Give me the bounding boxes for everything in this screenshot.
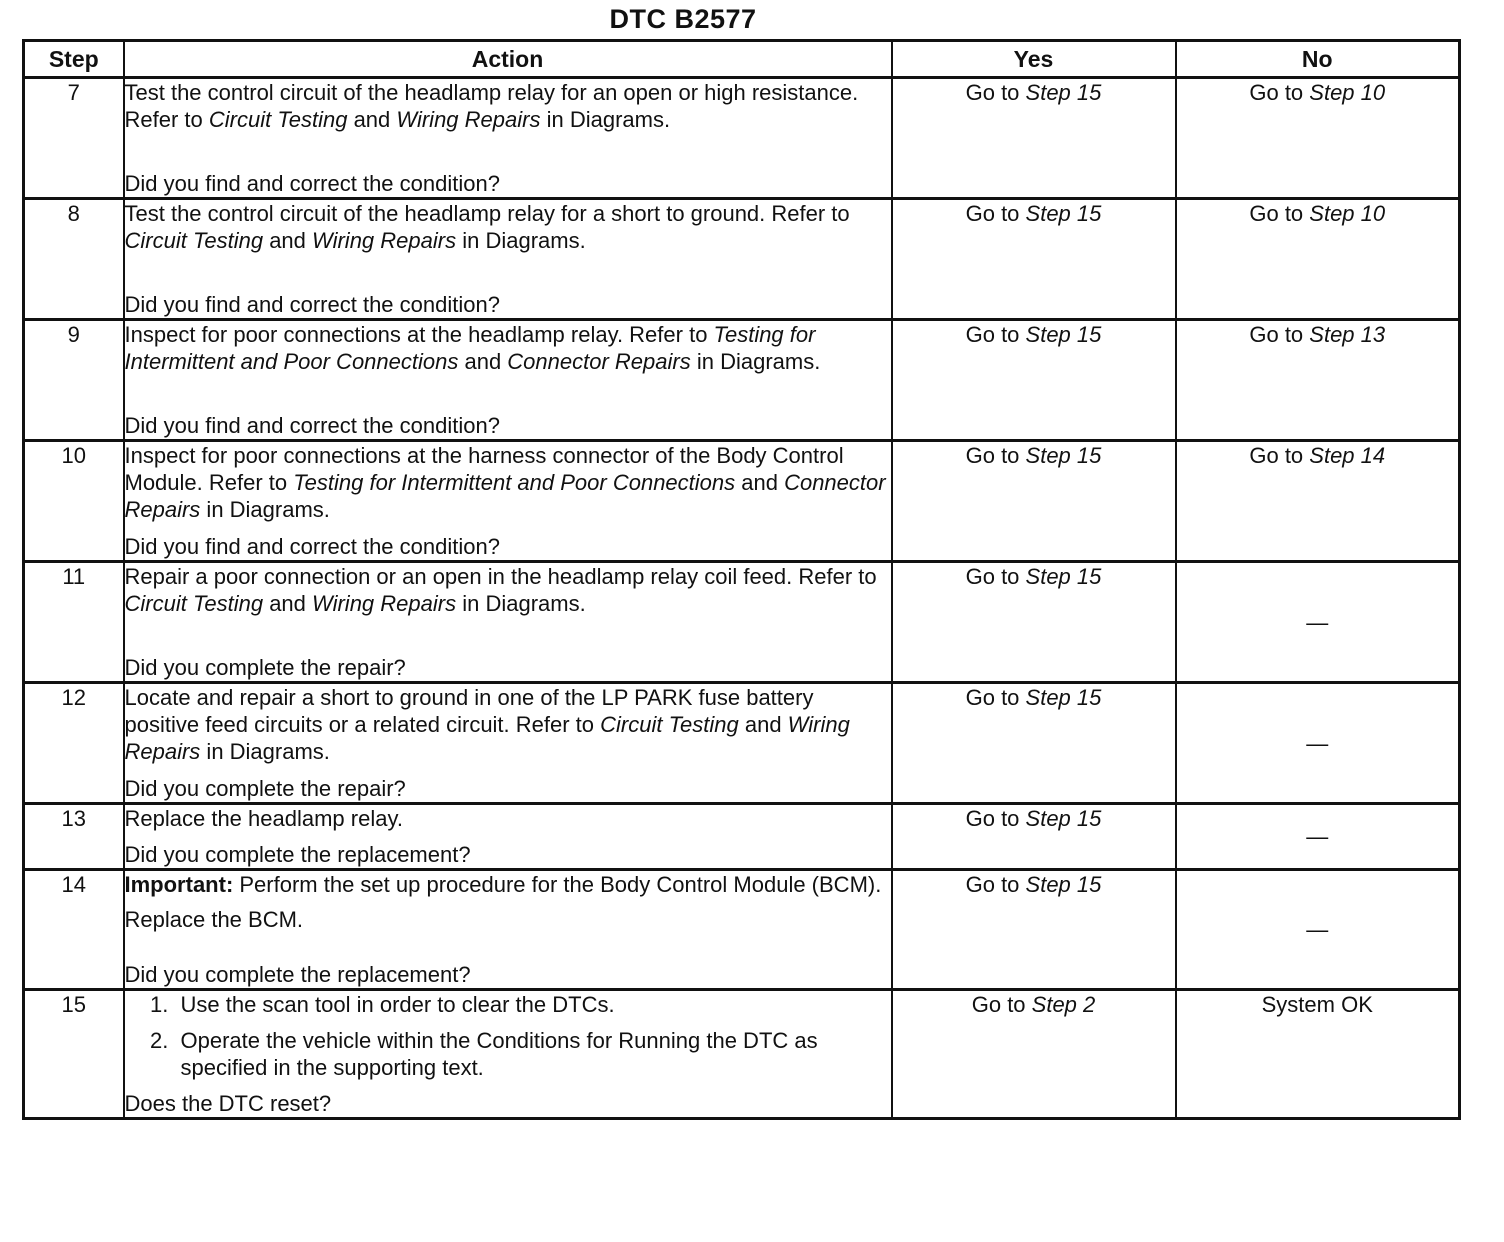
reference-link-text: Circuit Testing xyxy=(600,712,739,737)
header-no: No xyxy=(1176,41,1460,78)
table-row xyxy=(24,441,1460,562)
goto-text: Go to xyxy=(1249,443,1310,468)
instruction-text: and xyxy=(263,591,313,616)
document-title: DTC B2577 xyxy=(609,4,757,34)
instruction-text: and xyxy=(263,228,313,253)
no-result xyxy=(1176,804,1460,870)
instruction-text: in Diagrams. xyxy=(200,739,330,764)
table-row xyxy=(24,870,1460,990)
step-number: 14 xyxy=(24,870,124,990)
step-number: 9 xyxy=(24,320,124,441)
action-question: Did you find and correct the condition? xyxy=(124,171,500,196)
goto-step-link[interactable]: Step 15 xyxy=(1025,685,1102,710)
table-row xyxy=(24,199,1460,320)
goto-text: Go to xyxy=(965,806,1026,831)
instruction-text: in Diagrams. xyxy=(690,349,821,374)
action-instruction xyxy=(125,805,891,832)
reference-link-text: Testing for Intermittent and Poor Connections xyxy=(293,470,736,495)
action-cell xyxy=(124,683,892,804)
action-instruction xyxy=(125,321,891,402)
instruction-text: Test the control circuit of the headlamp relay for a short to ground. Refer to xyxy=(124,201,850,226)
table-row xyxy=(24,990,1460,1119)
header-yes: Yes xyxy=(892,41,1176,78)
action-cell xyxy=(124,870,892,990)
no-result xyxy=(1176,683,1460,804)
step-number: 11 xyxy=(24,562,124,683)
not-applicable-dash: — xyxy=(1306,917,1329,942)
table-row xyxy=(24,804,1460,870)
header-step: Step xyxy=(24,41,124,78)
action-instruction xyxy=(125,871,891,898)
action-instruction xyxy=(125,79,891,160)
procedure-list-item: 2. Operate the vehicle within the Conditions for Running the DTC as specified in the supporting text. xyxy=(175,1027,891,1081)
yes-result xyxy=(892,990,1176,1119)
action-instruction xyxy=(125,442,891,523)
action-instruction xyxy=(125,200,891,281)
reference-link-text: Circuit Testing xyxy=(124,228,264,253)
action-question: Did you find and correct the condition? xyxy=(124,413,500,438)
no-result xyxy=(1176,199,1460,320)
goto-step-link[interactable]: Step 15 xyxy=(1025,564,1102,589)
action-cell xyxy=(124,990,892,1119)
goto-step-link[interactable]: Step 14 xyxy=(1309,443,1386,468)
reference-link-text: Connector Repairs xyxy=(507,349,691,374)
goto-step-link[interactable]: Step 2 xyxy=(1031,992,1096,1017)
goto-text: Go to xyxy=(1249,201,1310,226)
goto-step-link[interactable]: Step 15 xyxy=(1025,80,1102,105)
action-question: Did you find and correct the condition? xyxy=(124,534,500,559)
reference-link-text: Wiring Repairs xyxy=(312,591,457,616)
instruction-text: Perform the set up procedure for the Body Control Module (BCM). xyxy=(233,872,882,897)
goto-text: Go to xyxy=(965,872,1026,897)
reference-link-text: Connector Repairs xyxy=(124,470,886,522)
action-question: Did you complete the replacement? xyxy=(124,842,471,867)
reference-link-text: Circuit Testing xyxy=(124,591,264,616)
goto-step-link[interactable]: Step 15 xyxy=(1025,322,1102,347)
yes-result xyxy=(892,562,1176,683)
reference-link-text: Circuit Testing xyxy=(208,107,348,132)
table-header-row xyxy=(24,41,1460,78)
important-label: Important: xyxy=(124,872,234,897)
instruction-text: Inspect for poor connections at the headlamp relay. Refer to xyxy=(124,322,714,347)
dtc-table xyxy=(22,39,1461,1120)
goto-text: Go to xyxy=(965,443,1026,468)
step-number: 13 xyxy=(24,804,124,870)
action-question: Did you complete the replacement? xyxy=(124,962,471,987)
action-cell xyxy=(124,562,892,683)
yes-result xyxy=(892,199,1176,320)
no-result xyxy=(1176,441,1460,562)
instruction-text: Replace the headlamp relay. xyxy=(124,806,403,831)
not-applicable-dash: — xyxy=(1306,824,1329,849)
action-instruction xyxy=(125,563,891,644)
action-cell xyxy=(124,78,892,199)
goto-text: Go to xyxy=(1249,80,1310,105)
instruction-text: in Diagrams. xyxy=(456,228,586,253)
instruction-text: and xyxy=(738,712,788,737)
yes-result xyxy=(892,441,1176,562)
instruction-text: and xyxy=(347,107,397,132)
no-result xyxy=(1176,990,1460,1119)
action-cell xyxy=(124,441,892,562)
goto-text: Go to xyxy=(965,685,1026,710)
action-cell xyxy=(124,199,892,320)
table-row xyxy=(24,683,1460,804)
instruction-text: Inspect for poor connections at the harness connector of the Body Control Module. Refer to xyxy=(124,443,844,495)
result-text: System OK xyxy=(1261,992,1373,1017)
goto-text: Go to xyxy=(965,80,1026,105)
goto-text: Go to xyxy=(965,201,1026,226)
step-number: 7 xyxy=(24,78,124,199)
goto-step-link[interactable]: Step 15 xyxy=(1025,806,1102,831)
yes-result xyxy=(892,78,1176,199)
yes-result xyxy=(892,804,1176,870)
instruction-text: Repair a poor connection or an open in the headlamp relay coil feed. Refer to xyxy=(124,564,877,589)
table-row xyxy=(24,320,1460,441)
action-extra: Replace the BCM. xyxy=(124,907,304,932)
goto-text: Go to xyxy=(971,992,1032,1017)
instruction-text: and xyxy=(458,349,508,374)
instruction-text: Test the control circuit of the headlamp relay for an open or high resistance. Refer to xyxy=(124,80,859,132)
goto-text: Go to xyxy=(965,564,1026,589)
yes-result xyxy=(892,683,1176,804)
procedure-list xyxy=(125,991,891,1081)
instruction-text: and xyxy=(735,470,785,495)
step-number: 10 xyxy=(24,441,124,562)
reference-link-text: Wiring Repairs xyxy=(396,107,541,132)
action-question: Did you complete the repair? xyxy=(124,776,406,801)
no-result xyxy=(1176,870,1460,990)
goto-step-link[interactable]: Step 15 xyxy=(1025,443,1102,468)
goto-text: Go to xyxy=(1249,322,1310,347)
instruction-text: in Diagrams. xyxy=(540,107,671,132)
action-question: Does the DTC reset? xyxy=(124,1091,332,1116)
header-action: Action xyxy=(124,41,892,78)
goto-step-link[interactable]: Step 15 xyxy=(1025,872,1102,897)
goto-step-link[interactable]: Step 10 xyxy=(1309,80,1386,105)
table-row xyxy=(24,78,1460,199)
not-applicable-dash: — xyxy=(1306,609,1329,635)
reference-link-text: Wiring Repairs xyxy=(124,712,850,764)
goto-step-link[interactable]: Step 13 xyxy=(1309,322,1386,347)
goto-step-link[interactable]: Step 10 xyxy=(1309,201,1386,226)
action-question: Did you complete the repair? xyxy=(124,655,406,680)
no-result xyxy=(1176,78,1460,199)
reference-link-text: Testing for Intermittent and Poor Connections xyxy=(124,322,816,374)
action-cell xyxy=(124,320,892,441)
step-number: 8 xyxy=(24,199,124,320)
yes-result xyxy=(892,320,1176,441)
table-row xyxy=(24,562,1460,683)
no-result xyxy=(1176,562,1460,683)
action-question: Did you find and correct the condition? xyxy=(124,292,500,317)
not-applicable-dash: — xyxy=(1306,730,1329,756)
yes-result xyxy=(892,870,1176,990)
action-cell xyxy=(124,804,892,870)
reference-link-text: Wiring Repairs xyxy=(312,228,457,253)
step-number: 12 xyxy=(24,683,124,804)
no-result xyxy=(1176,320,1460,441)
action-instruction xyxy=(125,684,891,765)
instruction-text: Locate and repair a short to ground in one of the LP PARK fuse battery positive feed circuits or a related circuit. Refer to xyxy=(124,685,814,737)
procedure-list-item: 1. Use the scan tool in order to clear the DTCs. xyxy=(175,991,891,1018)
instruction-text: in Diagrams. xyxy=(200,497,330,522)
goto-text: Go to xyxy=(965,322,1026,347)
step-number: 15 xyxy=(24,990,124,1119)
instruction-text: in Diagrams. xyxy=(456,591,586,616)
goto-step-link[interactable]: Step 15 xyxy=(1025,201,1102,226)
